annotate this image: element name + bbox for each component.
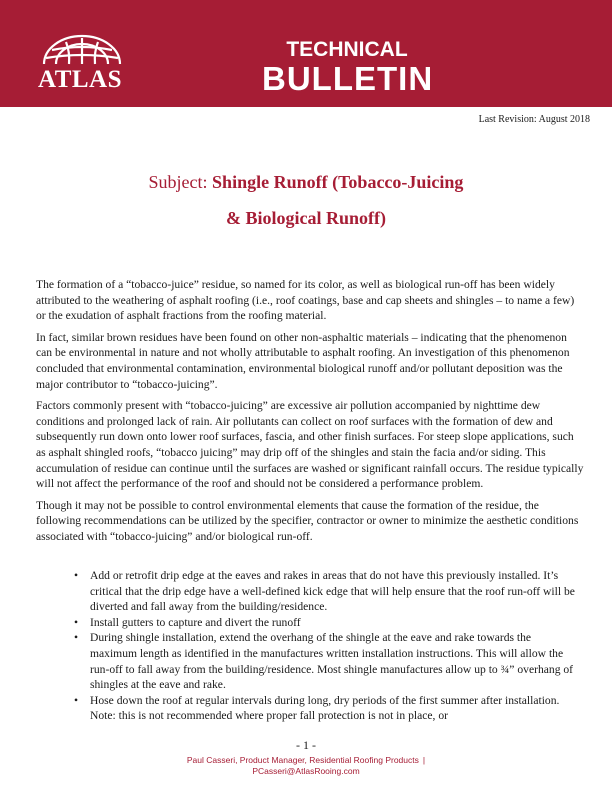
bullet-icon: • [74,693,79,707]
list-item [36,568,576,615]
bullet-icon: • [74,569,79,582]
paragraph: Though it may not be possible to control environmental elements that cause the formation of the residue, the following recommendations can be utilized by the specifier, contractor or owner to minimize the aesthetic conditions associated with “tobacco-juicing” and/or biological run-off. [36,498,579,543]
logo-text: ATLAS [38,66,123,93]
footer-separator: | [422,755,426,765]
header-banner [0,0,612,107]
footer-email[interactable]: PCasseri@AtlasRooing.com [252,766,360,776]
bullet-icon: • [74,631,79,645]
paragraph: In fact, similar brown residues have been found on other non-asphaltic materials – indicating that the phenomenon can be environmental in nature and not wholly attributable to asphalt roofing. An investigation of this phenomenon concluded that environmental contamination, environmental biological runoff and/or pollutant deposition was the major contributor to “tobacco-juicing”. [36,330,570,391]
subject-prefix: Subject: [148,172,213,192]
body-text [36,277,584,551]
footer-contact-text: Paul Casseri, Product Manager, Residential Roofing Products [186,755,419,765]
last-revision: Last Revision: August 2018 [478,114,590,125]
list-item-text: Add or retrofit drip edge at the eaves and rakes in areas that do not have this previously installed. It’s critical that the drip edge have a well-defined kick edge that will help ensure that the roof run-off will be diverted and fall away from the building/residence. [90,569,575,614]
recommendation-list [36,568,576,724]
list-item [36,693,576,724]
list-item-text: Hose down the roof at regular intervals during long, dry periods of the first summer after installation. Note: this is not recommended where proper fall protection is not in place, or [90,693,560,723]
subject-line1 [40,172,572,193]
page-number: - 1 - [296,738,316,752]
list-item [36,630,576,692]
subject-title: Shingle Runoff (Tobacco-Juicing [212,172,464,192]
paragraph: The formation of a “tobacco-juice” residue, so named for its color, as well as biological run-off has been widely attributed to the weathering of asphalt roofing (i.e., roof coatings, base and cap sheets and shingles – to name a few) or the exudation of asphalt fractions from the roofing material. [36,278,575,323]
list-item-text: Install gutters to capture and divert the runoff [90,615,301,629]
list-item [36,615,576,631]
bulletin-title-line1: TECHNICAL [286,38,408,61]
bullet-icon: • [74,615,79,629]
bulletin-title-line2: BULLETIN [262,60,434,97]
footer-contact-name [0,755,612,765]
list-item-text: During shingle installation, extend the overhang of the shingle at the eave and rake towards the maximum length as identified in the manufactures written installation instructions. This will allow the run-off to fall away from the building/residence. Most shingle manufactures allow up to ¾” overhang of shingles at the eave and rake. [90,631,574,692]
subject-line2: & Biological Runoff) [226,208,386,228]
paragraph: Factors commonly present with “tobacco-juicing” are excessive air pollution accompanied by nighttime dew conditions and prolonged lack of rain. Air pollutants can collect on roof surfaces with the formation of dew and subsequently run down onto lower roof surfaces, fascia, and other finish surfaces. For steep slope applications, such as asphalt shingled roofs, “tobacco juicing” may drip off of the shingles and stain the facia and/or siding. This accumulation of residue can continue until the surfaces are washed or significant rainfall occurs. The residue typically will not affect the performance of the roof and should not be considered a performance problem. [36,399,584,491]
